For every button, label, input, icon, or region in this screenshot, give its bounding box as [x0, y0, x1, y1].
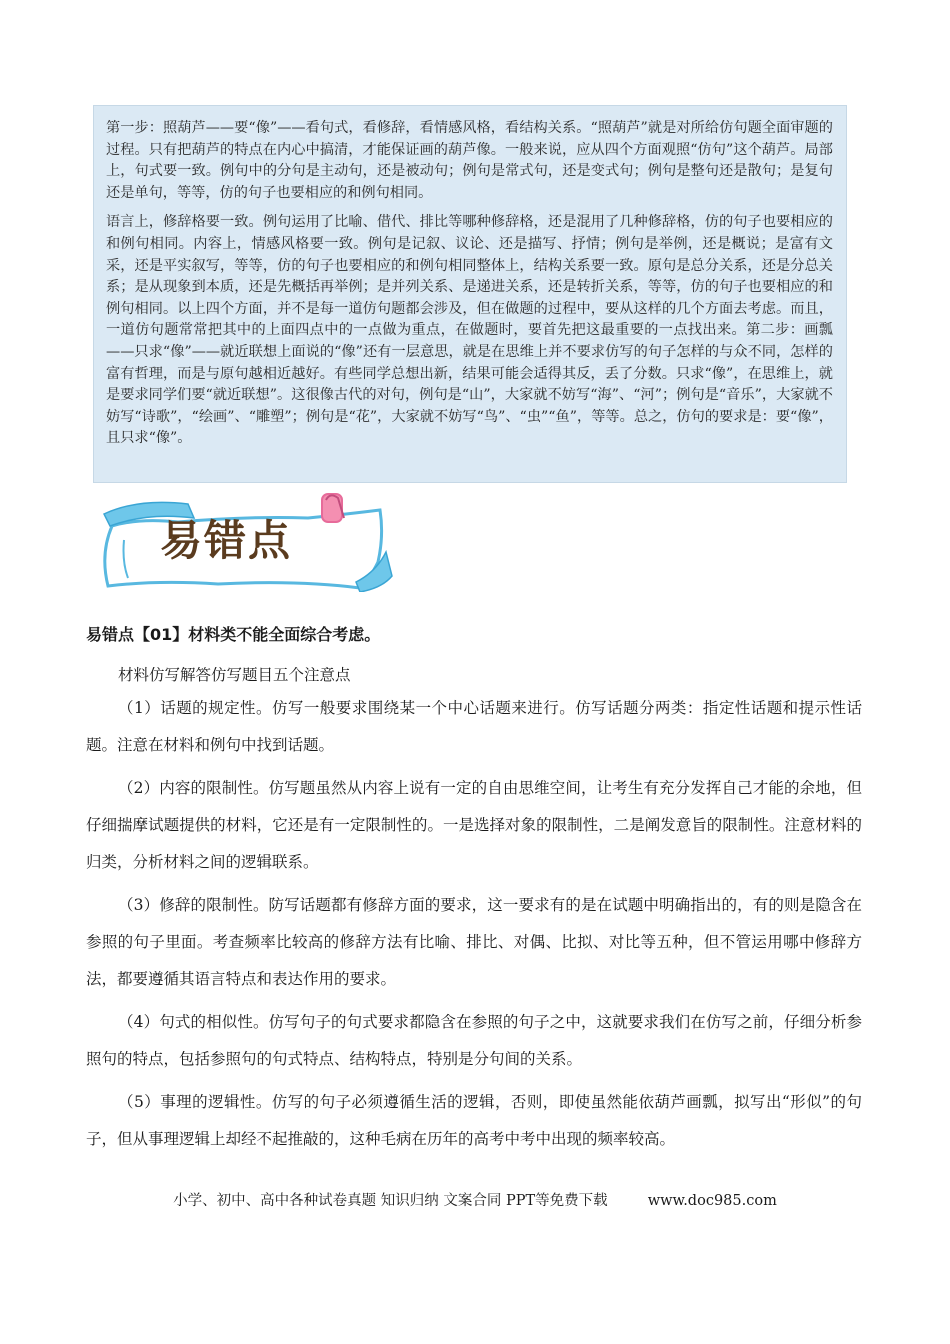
info-paragraph: 第一步：照葫芦——要“像”——看句式，看修辞，看情感风格，看结构关系。“照葫芦”就是对所给仿句题全面审题的过程。只有把葫芦的特点在内心中搞清，才能保证画的葫芦像。一般来说，应从四个方面观照“仿句”这个葫芦。局部上，句式要一致。例句中的分句是主动句，还是被动句；例句是常式句，还是变式句；例句是整句还是散句；是复句还是单句，等等，仿的句子也要相应的和例句相同。 [106, 120, 833, 201]
note-item: （1）话题的规定性。仿写一般要求围绕某一个中心话题来进行。仿写话题分两类：指定性话题和提示性话题。注意在材料和例句中找到话题。 [86, 699, 862, 754]
footer-site-link[interactable]: www.doc985.com [647, 1193, 777, 1209]
section-banner [98, 492, 394, 592]
section-content [86, 620, 862, 1164]
note-item: （5）事理的逻辑性。仿写的句子必须遵循生活的逻辑，否则，即使虽然能依葫芦画瓢，拟写出“形似”的句子，但从事理逻辑上却经不起推敲的，这种毛病在历年的高考中考中出现的频率较高。 [86, 1093, 862, 1148]
info-paragraph: 语言上，修辞格要一致。例句运用了比喻、借代、排比等哪种修辞格，还是混用了几种修辞格，仿的句子也要相应的和例句相同。内容上，情感风格要一致。例句是记叙、议论、还是描写、抒情；例句是举例，还是概说；是富有文采，还是平实叙写，等等，仿的句子也要相应的和例句相同整体上，结构关系要一致。原句是总分关系，还是分总关系；是从现象到本质，还是先概括再举例；是并列关系、是递进关系，还是转折关系，等等，仿的句子也要相应的和例句相同。以上四个方面，并不是每一道仿句题都会涉及，但在做题的过程中，要从这样的几个方面去考虑。而且，一道仿句题常常把其中的上面四点中的一点做为重点，在做题时，要首先把这最重要的一点找出来。第二步：画瓢——只求“像”——就近联想上面说的“像”还有一层意思，就是在思维上并不要求仿写的句子怎样的与众不同，怎样的富有哲理，而是与原句越相近越好。有些同学总想出新，结果可能会适得其反，丢了分数。只求“像”，在思维上，就是要求同学们要“就近联想”。这很像古代的对句，例句是“山”，大家就不妨写“海”、“河”；例句是“音乐”，大家就不妨写“诗歌”，“绘画”、“雕塑”；例句是“花”，大家就不妨写“鸟”、“虫”“鱼”，等等。总之，仿句的要求是：要“像”，且只求“像”。 [106, 214, 833, 447]
info-box [93, 105, 847, 483]
note-item: （3）修辞的限制性。防写话题都有修辞方面的要求，这一要求有的是在试题中明确指出的，有的则是隐含在参照的句子里面。考查频率比较高的修辞方法有比喻、排比、对偶、比拟、对比等五种，但不管运用哪中修辞方法，都要遵循其语言特点和表达作用的要求。 [86, 896, 862, 988]
section-heading: 易错点【01】材料类不能全面综合考虑。 [86, 625, 381, 644]
note-item: （4）句式的相似性。仿写句子的句式要求都隐含在参照的句子之中，这就要求我们在仿写之前，仔细分析参照句的特点，包括参照句的句式特点、结构特点，特别是分句间的关系。 [86, 1013, 862, 1068]
page-footer [0, 1189, 950, 1210]
paperclip-icon [322, 494, 344, 522]
note-item: （2）内容的限制性。仿写题虽然从内容上说有一定的自由思维空间，让考生有充分发挥自己才能的余地，但仔细揣摩试题提供的材料，它还是有一定限制性的。一是选择对象的限制性，二是阐发意旨的限制性。注意材料的归类，分析材料之间的逻辑联系。 [86, 779, 862, 871]
section-subtitle: 材料仿写解答仿写题目五个注意点 [118, 666, 351, 684]
banner-title: 易错点 [160, 516, 293, 565]
footer-text: 小学、初中、高中各种试卷真题 知识归纳 文案合同 PPT等免费下载 [173, 1193, 608, 1209]
